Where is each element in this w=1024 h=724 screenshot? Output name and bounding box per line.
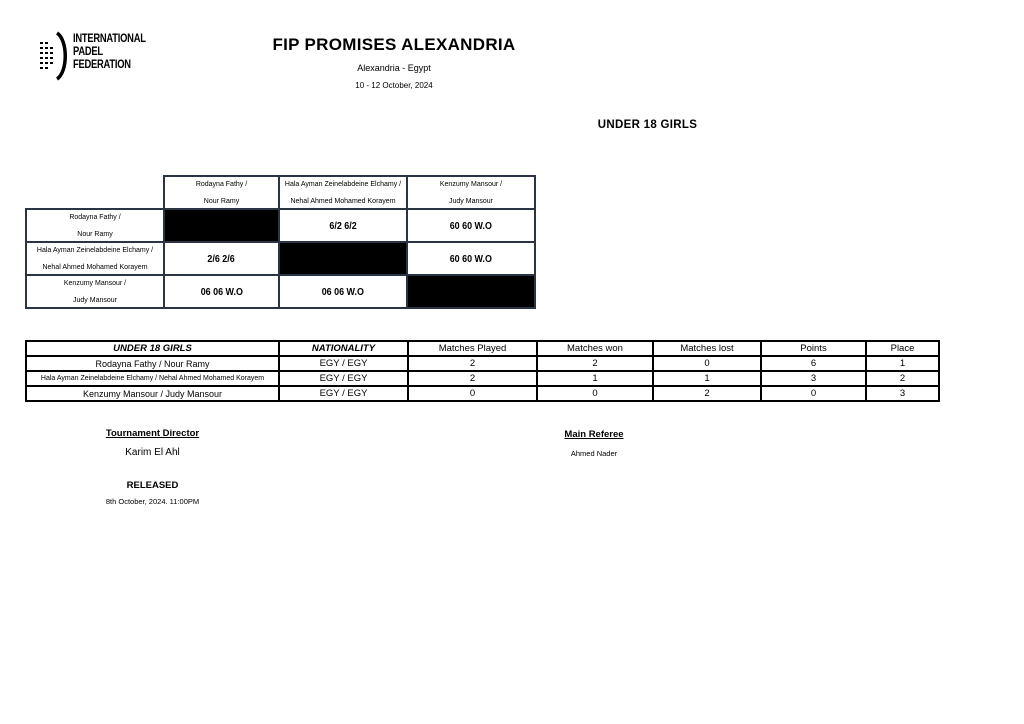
match-score: 06 06 W.O: [321, 285, 365, 298]
place: 3: [866, 386, 939, 401]
row-header-line: Nehal Ahmed Mohamed Korayem: [42, 263, 148, 271]
column-header-line: Kenzumy Mansour /: [439, 180, 503, 188]
row-header-line: Nour Ramy: [77, 230, 113, 238]
matches-lost: 1: [653, 371, 761, 386]
tournament-director-name: Karim El Ahl: [125, 447, 180, 458]
matches-won: 2: [537, 356, 653, 371]
points: 0: [761, 386, 866, 401]
header-place: Place: [866, 341, 939, 356]
column-header-line: Rodayna Fathy /: [195, 180, 248, 188]
header-matches-won: Matches won: [537, 341, 653, 356]
points: 6: [761, 356, 866, 371]
table-row: [26, 356, 939, 371]
column-header: [406, 175, 536, 210]
row-header-line: Judy Mansour: [73, 296, 117, 304]
matches-won: 1: [537, 371, 653, 386]
released-date: 8th October, 2024. 11:00PM: [105, 497, 200, 506]
row-header-line: Hala Ayman Zeinelabdeine Elchamy /: [36, 246, 154, 254]
logo-line: INTERNATIONAL: [73, 31, 146, 45]
tournament-dates: 10 - 12 October, 2024: [355, 81, 433, 90]
tournament-location: Alexandria - Egypt: [357, 63, 431, 73]
match-score: 60 60 W.O: [449, 219, 493, 232]
header-nationality: NATIONALITY: [279, 341, 408, 356]
table-row: [26, 386, 939, 401]
nationality: EGY / EGY: [279, 386, 408, 401]
row-header: [25, 241, 165, 276]
header-points: Points: [761, 341, 866, 356]
column-header-line: Hala Ayman Zeinelabdeine Elchamy /: [284, 180, 402, 188]
column-header-line: Nehal Ahmed Mohamed Korayem: [290, 197, 396, 205]
score-cell: [163, 274, 280, 309]
match-score: 6/2 6/2: [329, 219, 357, 232]
score-cell: [163, 241, 280, 276]
blocked-cell: [163, 208, 280, 243]
row-header-line: Rodayna Fathy /: [69, 213, 121, 221]
released-label: RELEASED: [126, 480, 179, 491]
logo-wordmark: [73, 32, 146, 71]
score-cell: [278, 274, 408, 309]
column-header-line: Judy Mansour: [449, 197, 493, 205]
matches-played: 0: [408, 386, 537, 401]
category-heading: UNDER 18 GIRLS: [597, 119, 698, 131]
blocked-cell: [278, 241, 408, 276]
score-cell: [406, 241, 536, 276]
logo-line: PADEL: [73, 44, 103, 58]
tournament-title: FIP PROMISES ALEXANDRIA: [272, 35, 516, 54]
nationality: EGY / EGY: [279, 356, 408, 371]
points: 3: [761, 371, 866, 386]
column-header: [278, 175, 408, 210]
table-row: [26, 371, 939, 386]
standings-table: [25, 340, 940, 402]
matches-lost: 0: [653, 356, 761, 371]
blocked-cell: [406, 274, 536, 309]
standings-header-row: [26, 341, 939, 356]
matches-won: 0: [537, 386, 653, 401]
match-score: 2/6 2/6: [207, 252, 236, 265]
header-matches-played: Matches Played: [408, 341, 537, 356]
matches-played: 2: [408, 356, 537, 371]
row-header-line: Kenzumy Mansour /: [63, 279, 127, 287]
matches-played: 2: [408, 371, 537, 386]
matches-lost: 2: [653, 386, 761, 401]
main-referee-label: Main Referee: [564, 429, 624, 440]
score-cell: [278, 208, 408, 243]
header-category: UNDER 18 GIRLS: [26, 341, 279, 356]
padel-ball-icon: [38, 30, 72, 82]
team-name: Rodayna Fathy / Nour Ramy: [26, 356, 279, 371]
place: 2: [866, 371, 939, 386]
logo-line: FEDERATION: [73, 57, 131, 71]
row-header: [25, 274, 165, 309]
score-cell: [406, 208, 536, 243]
row-header: [25, 208, 165, 243]
main-referee-name: Ahmed Nader: [570, 449, 618, 458]
fip-logo: [38, 30, 148, 82]
team-name: Hala Ayman Zeinelabdeine Elchamy / Nehal Ahmed Mohamed Korayem: [26, 371, 279, 386]
column-header-line: Nour Ramy: [203, 197, 240, 205]
team-name: Kenzumy Mansour / Judy Mansour: [26, 386, 279, 401]
tournament-director-label: Tournament Director: [105, 428, 200, 439]
column-header: [163, 175, 280, 210]
place: 1: [866, 356, 939, 371]
header-matches-lost: Matches lost: [653, 341, 761, 356]
nationality: EGY / EGY: [279, 371, 408, 386]
match-score: 60 60 W.O: [449, 252, 493, 265]
match-score: 06 06 W.O: [200, 285, 243, 298]
